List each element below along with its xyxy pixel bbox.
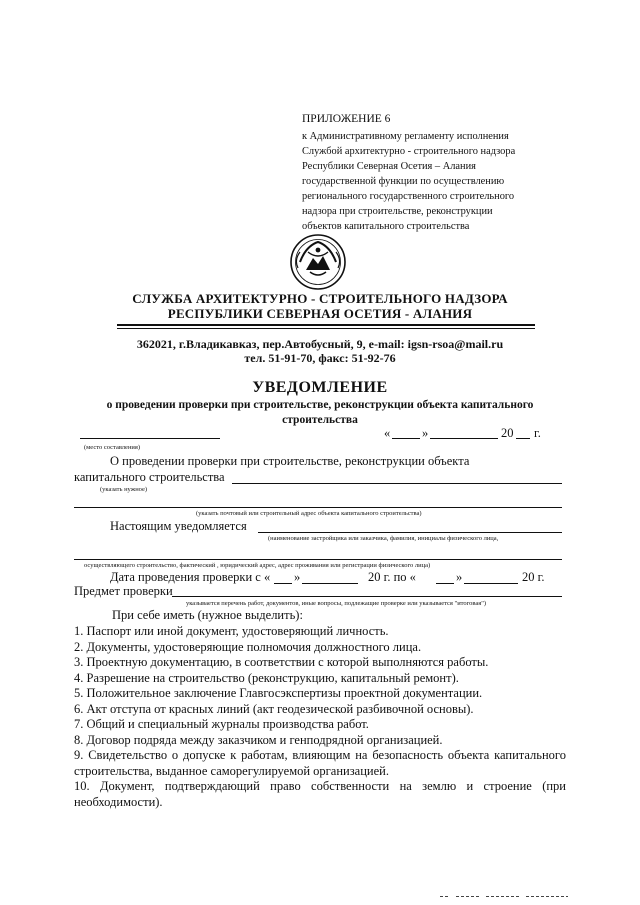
organization-address: 362021, г.Владикавказ, пер.Автобусный, 9, e-mail: igsn-rsoa@mail.ru [136, 337, 504, 351]
appendix-line: объектов капитального строительства [302, 221, 470, 232]
appendix-line: к Административному регламенту исполнения [302, 131, 509, 142]
dates-end: 20 г. [522, 570, 545, 584]
notify-blank [258, 532, 562, 533]
subject-caption: указывается перечень работ, документов, иные вопросы, подлежащие проверке или указывается "итоговая") [186, 600, 487, 607]
organization-name-line2: РЕСПУБЛИКИ СЕВЕРНАЯ ОСЕТИЯ - АЛАНИЯ [167, 306, 473, 321]
start-day-blank [274, 583, 292, 584]
notify-blank-2 [74, 559, 562, 560]
list-item: 9. Свидетельство о допуске к работам, влияющим на безопасность объекта капитального строительства, выданное саморегулируемой организацией. [74, 748, 566, 778]
appendix-line: государственной функции по осуществлению [302, 176, 505, 187]
year-suffix: г. [534, 426, 541, 440]
month-blank [430, 438, 498, 439]
list-item: 7. Общий и специальный журналы производства работ. [74, 717, 369, 731]
intro-line1: О проведении проверки при строительстве, реконструкции объекта [110, 454, 470, 468]
notify-caption: (наименование застройщика или заказчика, фамилия, инициалы физического лица, [268, 535, 499, 542]
address-caption: (указать почтовый или строительный адрес объекта капитального строительства) [196, 510, 422, 517]
appendix-line: надзора при строительстве, реконструкции [302, 206, 493, 217]
end-day-blank [436, 583, 454, 584]
appendix-line: регионального государственного строительного [302, 191, 515, 202]
list-item: 8. Договор подряда между заказчиком и генподрядной организацией. [74, 732, 443, 747]
subject-label: Предмет проверки [74, 584, 173, 598]
date-close-quote: » [422, 426, 429, 440]
list-item: 3. Проектную документацию, в соответствии с которой выполняются работы. [74, 655, 489, 669]
end-month-blank [464, 583, 518, 584]
appendix-line: Службой архитектурно - строительного надзора [302, 146, 516, 157]
header-rule-thick [117, 324, 535, 326]
intro-line2: капитального строительства [74, 470, 225, 484]
emblem-graphic [286, 232, 350, 292]
coat-of-arms-emblem [286, 232, 350, 292]
dates-middle: 20 г. по « [368, 570, 416, 584]
list-item: 4. Разрешение на строительство (реконструкцию, капитальный ремонт). [74, 670, 459, 685]
list-item: 5. Положительное заключение Главгосэкспертизы проектной документации. [74, 686, 483, 700]
appendix-block [302, 112, 582, 234]
scan-artifact-marks [440, 895, 570, 898]
dates-label: Дата проведения проверки с « [110, 570, 271, 584]
date-open-quote: « [384, 426, 391, 440]
object-type-blank [232, 483, 562, 484]
documents-list [74, 624, 566, 810]
object-address-blank [74, 507, 562, 508]
notice-subtitle: о проведении проверки при строительстве, реконструкции объекта капитального строительства [106, 399, 534, 426]
year-prefix: 20 [501, 426, 514, 440]
notify-caption-2: осуществляющего строительство, фактический , юридический адрес, адрес проживания или регистрации физического лица) [84, 562, 431, 569]
organization-phones: тел. 51-91-70, факс: 51-92-76 [244, 351, 396, 365]
dates-close-quote-1: » [294, 570, 301, 584]
list-item: 2. Документы, удостоверяющие полномочия должностного лица. [74, 639, 422, 654]
list-item: 10. Документ, подтверждающий право собственности на землю и строение (при необходимости). [74, 779, 566, 809]
notify-label: Настоящим уведомляется [110, 519, 247, 533]
list-item: 6. Акт отступа от красных линий (акт геодезической разбивочной основы). [74, 701, 474, 716]
year-blank [516, 438, 530, 439]
dates-close-quote-2: » [456, 570, 463, 584]
place-blank [80, 438, 220, 439]
start-month-blank [302, 583, 358, 584]
appendix-heading: ПРИЛОЖЕНИЕ 6 [302, 113, 391, 125]
organization-name-line1: СЛУЖБА АРХИТЕКТУРНО - СТРОИТЕЛЬНОГО НАДЗОРА [132, 291, 508, 306]
specify-caption: (указать нужное) [100, 486, 148, 493]
place-caption: (место составления) [84, 444, 141, 451]
header-rule-thin [117, 328, 535, 329]
list-item: 1. Паспорт или иной документ, удостоверяющий личность. [74, 624, 389, 638]
day-blank [392, 438, 420, 439]
subject-blank [172, 596, 562, 597]
notice-title: УВЕДОМЛЕНИЕ [252, 379, 388, 396]
bring-label: При себе иметь (нужное выделить): [112, 608, 303, 622]
appendix-line: Республики Северная Осетия – Алания [302, 161, 476, 172]
